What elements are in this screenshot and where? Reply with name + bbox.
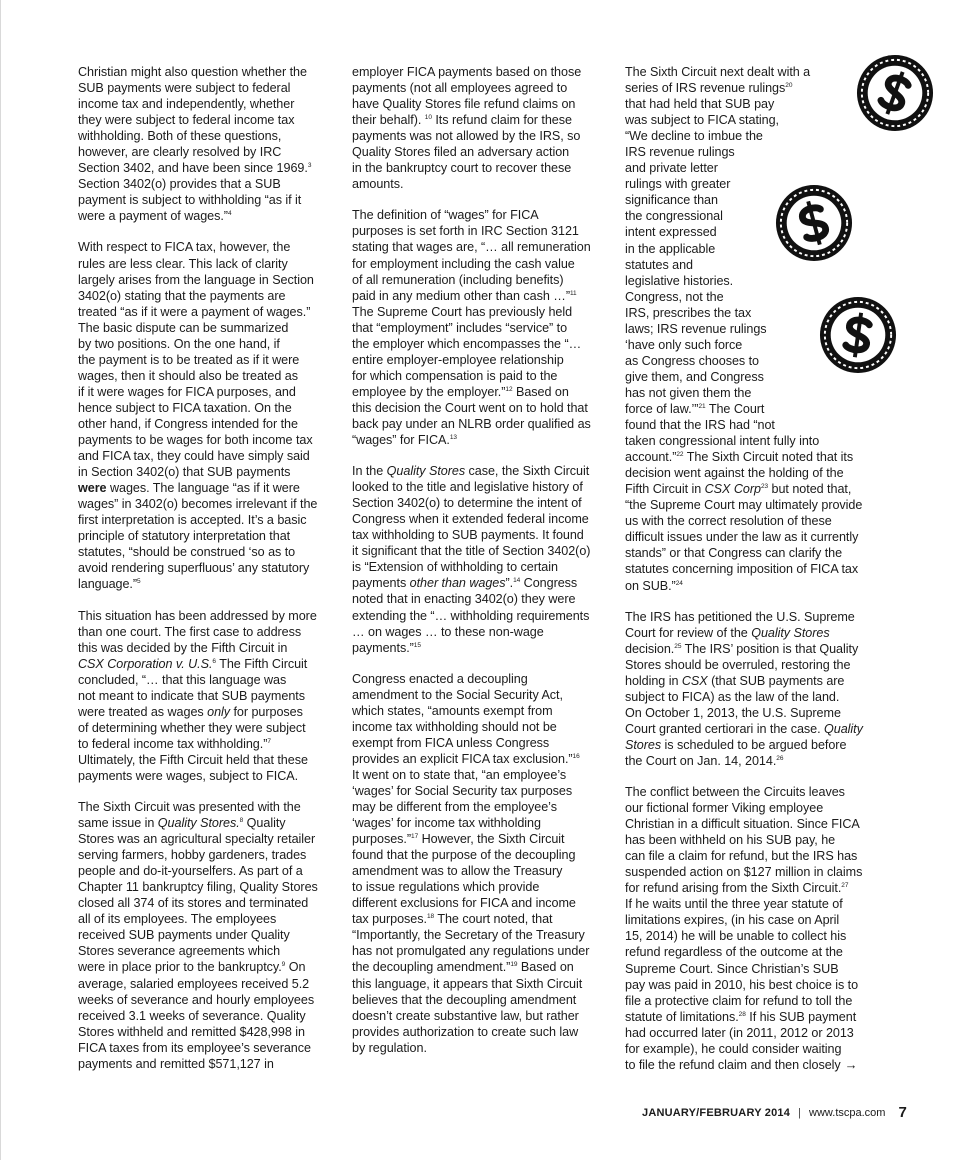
- text-line: paid in any medium other than cash …”$^{11}$: [352, 288, 577, 303]
- footnote-ref[interactable]: 26: [776, 754, 784, 762]
- text-line: were treated as wages only for purposes: [78, 704, 303, 719]
- text-line: weeks of severance and hourly employees: [78, 992, 315, 1007]
- footnote-ref[interactable]: 22: [676, 451, 684, 459]
- website-link[interactable]: www.tscpa.com: [809, 1107, 886, 1119]
- text-line: payments was not allowed by the IRS, so: [352, 129, 581, 144]
- text-line: for refund arising from the Sixth Circuit.$^{27}$: [625, 881, 849, 896]
- footnote-ref[interactable]: 11: [569, 289, 577, 297]
- footnote-ref[interactable]: 27: [841, 882, 849, 890]
- text-line: laws; IRS revenue rulings: [625, 321, 767, 336]
- text-line: Congress enacted a decoupling: [352, 671, 528, 686]
- text-line: payments were wages, subject to FICA.: [78, 768, 299, 783]
- text-line: our fictional former Viking employee: [625, 801, 824, 816]
- footnote-ref[interactable]: 9: [281, 961, 286, 969]
- text-line: back pay under an NLRB order qualified as: [352, 416, 591, 431]
- text-line: payments (not all employees agreed to: [352, 81, 568, 96]
- text-line: statute of limitations.$^{28}$ If his SUB payment: [625, 1009, 857, 1024]
- text-line: and FICA tax, they could have simply said: [78, 449, 310, 464]
- text-line: “We decline to imbue the: [625, 129, 763, 144]
- text-line: exempt from FICA unless Congress: [352, 735, 550, 750]
- text-line: IRS, prescribes the tax: [625, 305, 752, 320]
- text-line: believes that the decoupling amendment: [352, 992, 577, 1007]
- text-line: the decoupling amendment.”$^{19}$ Based on: [352, 960, 574, 975]
- text-line: refund regardless of the outcome at the: [625, 945, 843, 960]
- text-line: purposes.”$^{17}$ However, the Sixth Circuit: [352, 832, 565, 847]
- text-line: Section 3402(o) to determine the intent of: [352, 496, 582, 511]
- text-line: principle of statutory interpretation that: [78, 529, 291, 544]
- paragraph: [352, 64, 610, 192]
- text-line: payments and remitted $571,127 in: [78, 1056, 274, 1071]
- text-line: it significant that the title of Section 3402(o): [352, 544, 591, 559]
- text-line: by regulation.: [352, 1040, 427, 1055]
- text-line: for which compensation is paid to the: [352, 368, 558, 383]
- text-line: payments to be wages for both income tax: [78, 433, 313, 448]
- paragraph: [625, 784, 887, 1073]
- text-line: With respect to FICA tax, however, the: [78, 240, 291, 255]
- text-line: In the Quality Stores case, the Sixth Circuit: [352, 464, 590, 479]
- text-line: may be different from the employee’s: [352, 800, 557, 815]
- text-line: this language, it appears that Sixth Circuit: [352, 976, 583, 991]
- text-line: serving farmers, hobby gardeners, trades: [78, 848, 307, 863]
- text-line: concluded, “… that this language was: [78, 672, 287, 687]
- footer-separator: |: [798, 1107, 801, 1119]
- footnote-ref[interactable]: 16: [572, 752, 580, 760]
- text-line: … on wages … to these non-wage: [352, 624, 544, 639]
- text-line: people and do-it-yourselfers. As part of a: [78, 864, 303, 879]
- text-line: SUB payments were subject to federal: [78, 81, 291, 96]
- text-line: taken congressional intent fully into: [625, 434, 820, 449]
- text-line: give them, and Congress: [625, 369, 764, 384]
- text-line: have Quality Stores file refund claims on: [352, 97, 576, 112]
- text-line: Christian in a difficult situation. Since FICA: [625, 817, 860, 832]
- text-line: Fifth Circuit in CSX Corp$^{23}$ but noted that,: [625, 482, 852, 497]
- text-line: of determining whether they were subject: [78, 720, 306, 735]
- text-line: income tax and independently, whether: [78, 97, 295, 112]
- text-line: is “Extension of withholding to certain: [352, 560, 558, 575]
- footnote-ref[interactable]: 20: [785, 82, 793, 90]
- text-line: noted that in enacting 3402(o) they were: [352, 592, 576, 607]
- text-line: payments.”$^{15}$: [352, 640, 421, 655]
- text-line: for employment including the cash value: [352, 256, 575, 271]
- text-line: intent expressed: [625, 225, 717, 240]
- text-line: Congress when it extended federal income: [352, 512, 589, 527]
- dollar-coin-icon: [856, 54, 934, 132]
- text-line: entire employer-employee relationship: [352, 352, 564, 367]
- footnote-ref[interactable]: 23: [760, 483, 769, 491]
- article-column-1: [78, 64, 328, 1087]
- text-line: had occurred later (in 2011, 2012 or 2013: [625, 1025, 854, 1040]
- text-line: tax withholding to SUB payments. It found: [352, 528, 584, 543]
- text-line: rulings with greater: [625, 177, 731, 192]
- text-line: ‘wages’ for income tax withholding: [352, 816, 541, 831]
- footnote-ref[interactable]: 8: [239, 817, 244, 825]
- text-line: withholding. Both of these questions,: [78, 129, 282, 144]
- text-line: largely arises from the language in Section: [78, 272, 314, 287]
- text-line: avoid rendering superfluous’ any statutory: [78, 561, 310, 576]
- text-line: The basic dispute can be summarized: [78, 320, 289, 335]
- text-line: Stores severance agreements which: [78, 944, 281, 959]
- text-line: significance than: [625, 193, 718, 208]
- text-line: statutes and: [625, 257, 694, 272]
- paragraph: [78, 608, 328, 785]
- text-line: language.”$^5$: [78, 577, 141, 592]
- footnote-ref[interactable]: 10: [424, 114, 432, 122]
- text-line: found that the IRS had “not: [625, 418, 775, 433]
- text-line: Christian might also question whether the: [78, 65, 307, 79]
- text-line: The IRS has petitioned the U.S. Supreme: [625, 609, 855, 624]
- text-line: The conflict between the Circuits leaves: [625, 785, 845, 800]
- text-line: to federal income tax withholding.”$^7$: [78, 736, 271, 751]
- text-line: has been withheld on his SUB pay, he: [625, 833, 836, 848]
- text-line: were in place prior to the bankruptcy.$^9$ On: [78, 960, 306, 975]
- footnote-ref[interactable]: 24: [675, 579, 683, 587]
- text-line: tax purposes.$^{18}$ The court noted, that: [352, 912, 553, 927]
- footnote-ref[interactable]: 13: [449, 434, 457, 442]
- text-line: ‘have only such force: [625, 337, 743, 352]
- text-line: payment is subject to withholding “as if it: [78, 193, 302, 208]
- text-line: Chapter 11 bankruptcy filing, Quality Stores: [78, 880, 318, 895]
- paragraph: [78, 799, 328, 1072]
- footnote-ref[interactable]: 19: [510, 961, 518, 969]
- text-line: FICA taxes from its employee’s severance: [78, 1040, 311, 1055]
- text-line: were wages. The language “as if it were: [78, 481, 300, 496]
- text-line: The definition of “wages” for FICA: [352, 208, 539, 223]
- text-line: suspended action on $127 million in claims: [625, 865, 863, 880]
- footnote-ref[interactable]: 25: [674, 642, 682, 650]
- page-edge: [0, 0, 1, 1160]
- text-line: employer FICA payments based on those: [352, 65, 582, 79]
- text-line: found that the purpose of the decoupling: [352, 848, 576, 863]
- paragraph: [78, 64, 328, 224]
- text-line: legislative histories.: [625, 273, 734, 288]
- text-line: for example), he could consider waiting: [625, 1041, 842, 1056]
- text-line: wages, then it should also be treated as: [78, 368, 298, 383]
- text-line: has not promulgated any regulations under: [352, 944, 590, 959]
- text-line: subject to FICA) as the law of the land.: [625, 689, 840, 704]
- text-line: On October 1, 2013, the U.S. Supreme: [625, 705, 841, 720]
- text-line: It went on to state that, “an employee’s: [352, 767, 567, 782]
- text-line: the payment is to be treated as if it were: [78, 352, 300, 367]
- paragraph: [352, 207, 610, 448]
- text-line: pay was paid in 2010, his best choice is to: [625, 977, 859, 992]
- text-line: average, salaried employees received 5.2: [78, 976, 310, 991]
- text-line: were a payment of wages.”$^4$: [78, 209, 232, 224]
- text-line: the congressional: [625, 209, 723, 224]
- text-line: income tax withholding should not be: [352, 719, 557, 734]
- text-line: was subject to FICA stating,: [625, 113, 779, 128]
- text-line: series of IRS revenue rulings$^{20}$: [625, 81, 793, 96]
- text-line: the Court on Jan. 14, 2014.26: [625, 753, 784, 768]
- text-line: “Importantly, the Secretary of the Treasury: [352, 928, 585, 943]
- footnote-ref[interactable]: 14: [513, 577, 521, 585]
- text-line: different exclusions for FICA and income: [352, 896, 576, 911]
- text-line: The Supreme Court has previously held: [352, 304, 573, 319]
- text-line: treated “as if it were a payment of wages.”: [78, 304, 311, 319]
- text-line: not meant to indicate that SUB payments: [78, 688, 305, 703]
- issue-date: JANUARY/FEBRUARY 2014: [642, 1107, 791, 1119]
- paragraph: [352, 463, 610, 656]
- text-line: if it were wages for FICA purposes, and: [78, 384, 296, 399]
- text-line: all of its employees. The employees: [78, 912, 277, 927]
- text-line: file a protective claim for refund to toll the: [625, 993, 853, 1008]
- paragraph: [625, 609, 887, 769]
- text-line: purposes is set forth in IRC Section 3121: [352, 224, 579, 239]
- text-line: amendment to the Social Security Act,: [352, 687, 563, 702]
- text-line: Court for review of the Quality Stores: [625, 625, 830, 640]
- footnote-ref[interactable]: 4: [227, 210, 232, 218]
- text-line: received SUB payments under Quality: [78, 928, 290, 943]
- text-line: to issue regulations which provide: [352, 880, 540, 895]
- footnote-ref[interactable]: 3: [307, 162, 312, 170]
- text-line: The Sixth Circuit was presented with the: [78, 800, 301, 815]
- text-line: however, are clearly resolved by IRC: [78, 145, 282, 160]
- dollar-coin-icon: [819, 296, 897, 374]
- text-line: payments other than wages”.$^{14}$ Congress: [352, 576, 578, 591]
- text-line: and private letter: [625, 161, 718, 176]
- text-line: on SUB.”$^{24}$: [625, 578, 683, 593]
- paragraph: [352, 671, 610, 1056]
- text-line: they were subject to federal income tax: [78, 113, 295, 128]
- text-line: other hand, if Congress intended for the: [78, 416, 298, 431]
- text-line: doesn’t create substantive law, but rather: [352, 1008, 579, 1023]
- text-line: to file the refund claim and then closely →: [625, 1056, 858, 1072]
- text-line: can file a claim for refund, but the IRS has: [625, 849, 858, 864]
- text-line: same issue in Quality Stores.$^8$ Quality: [78, 816, 286, 831]
- text-line: this was decided by the Fifth Circuit in: [78, 640, 288, 655]
- text-line: the employer which encompasses the “…: [352, 336, 582, 351]
- footnote-ref[interactable]: 21: [698, 402, 706, 410]
- text-line: decision.$^{25}$ The IRS’ position is that Quality: [625, 641, 859, 656]
- dollar-coin-icon: [775, 184, 853, 262]
- text-line: stating that wages are, “… all remuneration: [352, 240, 591, 255]
- footnote-ref[interactable]: 12: [505, 385, 513, 393]
- text-line: extending the “… withholding requirements: [352, 608, 590, 623]
- text-line: 15, 2014) he will be unable to collect his: [625, 929, 847, 944]
- text-line: statutes concerning imposition of FICA tax: [625, 562, 859, 577]
- text-line: difficult issues under the law as it currently: [625, 530, 859, 545]
- text-line: The Sixth Circuit next dealt with a: [625, 65, 811, 79]
- text-line: Supreme Court. Since Christian’s SUB: [625, 961, 839, 976]
- text-line: Court granted certiorari in the case. Quality: [625, 721, 863, 736]
- text-line: If he waits until the three year statute of: [625, 897, 843, 912]
- text-line: rules are less clear. This lack of clarity: [78, 256, 288, 271]
- text-line: IRS revenue rulings: [625, 145, 735, 160]
- footnote-ref[interactable]: 28: [738, 1010, 746, 1018]
- text-line: as Congress chooses to: [625, 353, 760, 368]
- footnote-ref[interactable]: 7: [267, 737, 271, 745]
- text-line: Stores should be overruled, restoring the: [625, 657, 851, 672]
- footnote-ref[interactable]: 17: [411, 833, 419, 841]
- text-line: wages” in 3402(o) becomes irrelevant if the: [78, 497, 318, 512]
- text-line: limitations expires, (in his case on April: [625, 913, 840, 928]
- text-line: amounts.: [352, 177, 404, 192]
- text-line: force of law.’”$^{21}$ The Court: [625, 401, 765, 416]
- article-column-2: [352, 64, 610, 1071]
- text-line: decision went against the holding of the: [625, 466, 844, 481]
- text-line: stands” or that Congress can clarify the: [625, 546, 843, 561]
- text-line: This situation has been addressed by more: [78, 608, 317, 623]
- page-number: 7: [898, 1104, 907, 1121]
- text-line: which states, “amounts exempt from: [352, 703, 553, 718]
- text-line: in the bankruptcy court to recover these: [352, 161, 572, 176]
- text-line: Section 3402(o) provides that a SUB: [78, 177, 281, 192]
- text-line: first interpretation is accepted. It’s a basic: [78, 513, 307, 528]
- text-line: looked to the title and legislative history of: [352, 480, 583, 495]
- page-footer: [642, 1104, 907, 1121]
- text-line: closed all 374 of its stores and terminated: [78, 896, 309, 911]
- text-line: that “employment” includes “service” to: [352, 320, 568, 335]
- text-line: holding in CSX (that SUB payments are: [625, 673, 845, 688]
- text-line: received 3.1 weeks of severance. Quality: [78, 1008, 306, 1023]
- text-line: in Section 3402(o) that SUB payments: [78, 465, 291, 480]
- text-line: that had held that SUB pay: [625, 97, 775, 112]
- text-line: Section 3402, and have been since 1969.$^3$: [78, 161, 312, 176]
- text-line: by two positions. On the one hand, if: [78, 336, 280, 351]
- text-line: this decision the Court went on to hold that: [352, 400, 588, 415]
- text-line: “the Supreme Court may ultimately provide: [625, 498, 863, 513]
- text-line: us with the correct resolution of these: [625, 514, 832, 529]
- text-line: has not given them the: [625, 385, 752, 400]
- text-line: statutes, “should be construed ‘so as to: [78, 545, 296, 560]
- paragraph: [78, 239, 328, 592]
- footnote-ref[interactable]: 5: [137, 578, 141, 586]
- text-line: their behalf). $^{10}$ Its refund claim for these: [352, 113, 572, 128]
- text-line: Quality Stores filed an adversary action: [352, 145, 570, 160]
- text-line: hence subject to FICA taxation. On the: [78, 400, 292, 415]
- text-line: of all remuneration (including benefits): [352, 272, 564, 287]
- text-line: “wages” for FICA.$^{13}$: [352, 433, 457, 448]
- text-line: provides authorization to create such law: [352, 1024, 579, 1039]
- text-line: Ultimately, the Fifth Circuit held that these: [78, 752, 308, 767]
- text-line: account.”$^{22}$ The Sixth Circuit noted that its: [625, 450, 854, 465]
- text-line: ‘wages’ for Social Security tax purposes: [352, 783, 573, 798]
- arrow-right-icon[interactable]: →: [844, 1056, 858, 1072]
- footnote-ref[interactable]: 15: [413, 641, 421, 649]
- text-line: than one court. The first case to address: [78, 624, 302, 639]
- footnote-ref[interactable]: 18: [426, 913, 435, 921]
- footnote-ref[interactable]: 6: [212, 657, 216, 665]
- text-line: CSX Corporation v. U.S.$^6$ The Fifth Circuit: [78, 656, 308, 671]
- text-line: amendment was to allow the Treasury: [352, 864, 563, 879]
- text-line: Stores is scheduled to be argued before: [625, 737, 847, 752]
- text-line: provides an explicit FICA tax exclusion.”$^{16}$: [352, 751, 580, 766]
- text-line: Stores withheld and remitted $428,998 in: [78, 1024, 305, 1039]
- text-line: employee by the employer.”$^{12}$ Based on: [352, 384, 569, 399]
- text-line: Stores was an agricultural specialty retailer: [78, 832, 316, 847]
- text-line: Congress, not the: [625, 289, 724, 304]
- text-line: in the applicable: [625, 241, 716, 256]
- text-line: 3402(o) stating that the payments are: [78, 288, 286, 303]
